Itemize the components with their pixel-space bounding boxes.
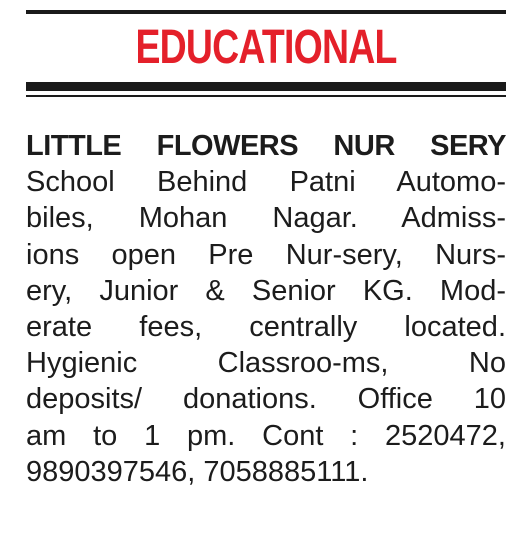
ad-line: deposits/ donations. Office 10 xyxy=(26,383,506,416)
ad-line: am to 1 pm. Cont : 2520472, xyxy=(26,419,506,452)
ad-line: ery, Junior & Senior KG. Mod- xyxy=(26,274,506,307)
ad-line: erate fees, centrally located. xyxy=(26,310,506,343)
classified-ad xyxy=(26,128,506,490)
ad-line: ions open Pre Nur-sery, Nurs- xyxy=(26,238,506,271)
ad-line: School Behind Patni Automo- xyxy=(26,166,506,199)
section-heading: EDUCATIONAL xyxy=(135,21,397,74)
heading-rule-thin xyxy=(26,95,506,97)
ad-line-contact: 9890397546, 7058885111. xyxy=(26,455,369,488)
ad-line: biles, Mohan Nagar. Admiss- xyxy=(26,202,506,235)
heading-rule-thick xyxy=(26,82,506,91)
ad-headline: LITTLE FLOWERS NUR SERY xyxy=(26,130,506,162)
top-rule xyxy=(26,10,506,14)
ad-line: Hygienic Classroo-ms, No xyxy=(26,347,506,380)
